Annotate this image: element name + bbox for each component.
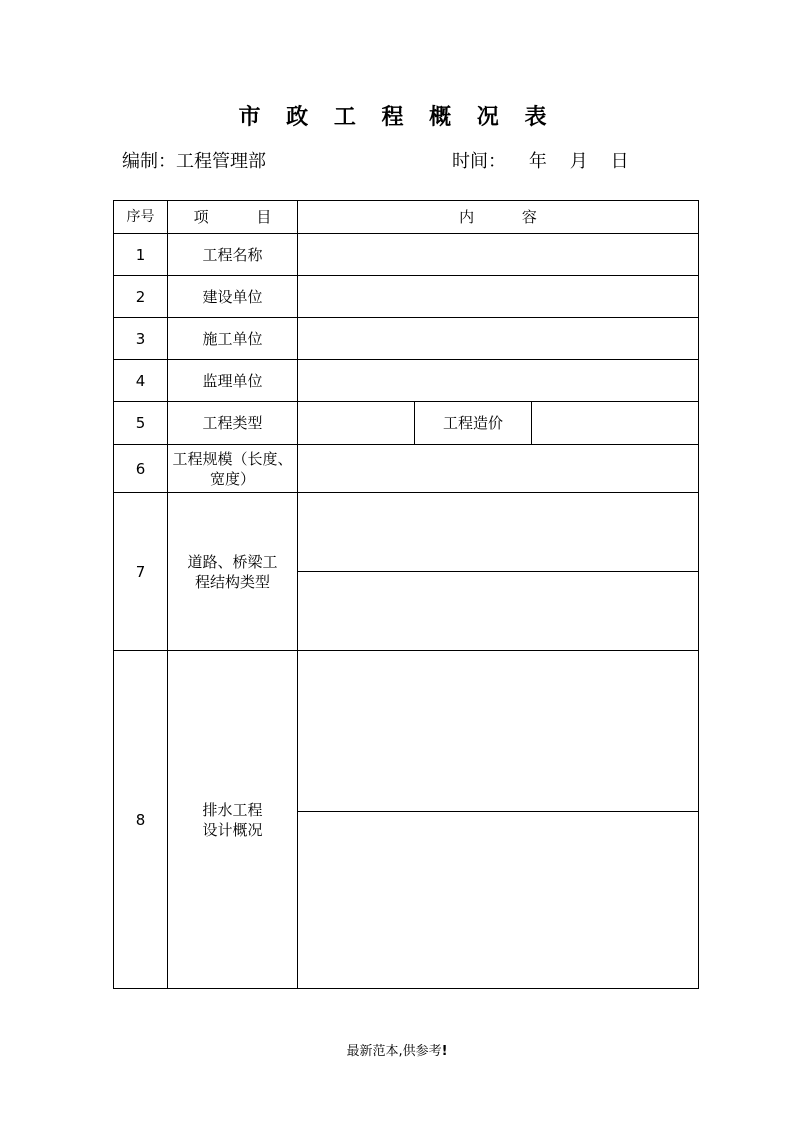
content-cell-drainage-design [298,651,699,989]
table-row [114,318,699,360]
footer-text: 最新范本,供参考 [346,1044,442,1059]
header-content: 内 容 [298,201,699,234]
content-cell-project-cost[interactable] [532,402,699,445]
header-item: 项 目 [168,201,298,234]
table-row [114,276,699,318]
row-sub-item-label: 工程造价 [415,402,532,445]
content-cell-project-scale[interactable] [298,445,699,493]
row-item-label: 建设单位 [168,276,298,318]
table-row [114,360,699,402]
content-subcell[interactable] [298,651,698,811]
table-row [114,493,699,651]
content-subcell[interactable] [298,571,698,650]
table-header-row [114,201,699,234]
row-index: 5 [114,402,168,445]
time-label: 时间： 年 月 日 [452,151,629,172]
row-item-label: 监理单位 [168,360,298,402]
content-cell-supervisor[interactable] [298,360,699,402]
content-subcell[interactable] [298,811,698,988]
content-subcell[interactable] [298,493,698,571]
footer-note [0,1040,794,1059]
row-item-label: 排水工程设计概况 [168,651,298,989]
row-item-label: 工程规模（长度、宽度） [168,445,298,493]
content-cell-structure-type [298,493,699,651]
page-title: 市 政 工 程 概 况 表 [238,104,556,130]
table-row [114,234,699,276]
row-index: 1 [114,234,168,276]
row-item-label: 工程类型 [168,402,298,445]
content-cell-project-type[interactable] [298,402,415,445]
row-index: 3 [114,318,168,360]
row-item-label: 施工单位 [168,318,298,360]
project-overview-table [113,200,699,989]
row-item-label: 工程名称 [168,234,298,276]
table-row [114,402,699,445]
row-index: 6 [114,445,168,493]
content-cell-developer[interactable] [298,276,699,318]
table-row [114,651,699,989]
compiler-label: 编制：工程管理部 [122,151,266,172]
content-cell-project-name[interactable] [298,234,699,276]
footer-mark: ! [441,1044,448,1059]
row-index: 2 [114,276,168,318]
row-item-label: 道路、桥梁工程结构类型 [168,493,298,651]
row-index: 4 [114,360,168,402]
row-index: 8 [114,651,168,989]
table-row [114,445,699,493]
content-cell-contractor[interactable] [298,318,699,360]
header-index: 序号 [114,201,168,234]
row-index: 7 [114,493,168,651]
